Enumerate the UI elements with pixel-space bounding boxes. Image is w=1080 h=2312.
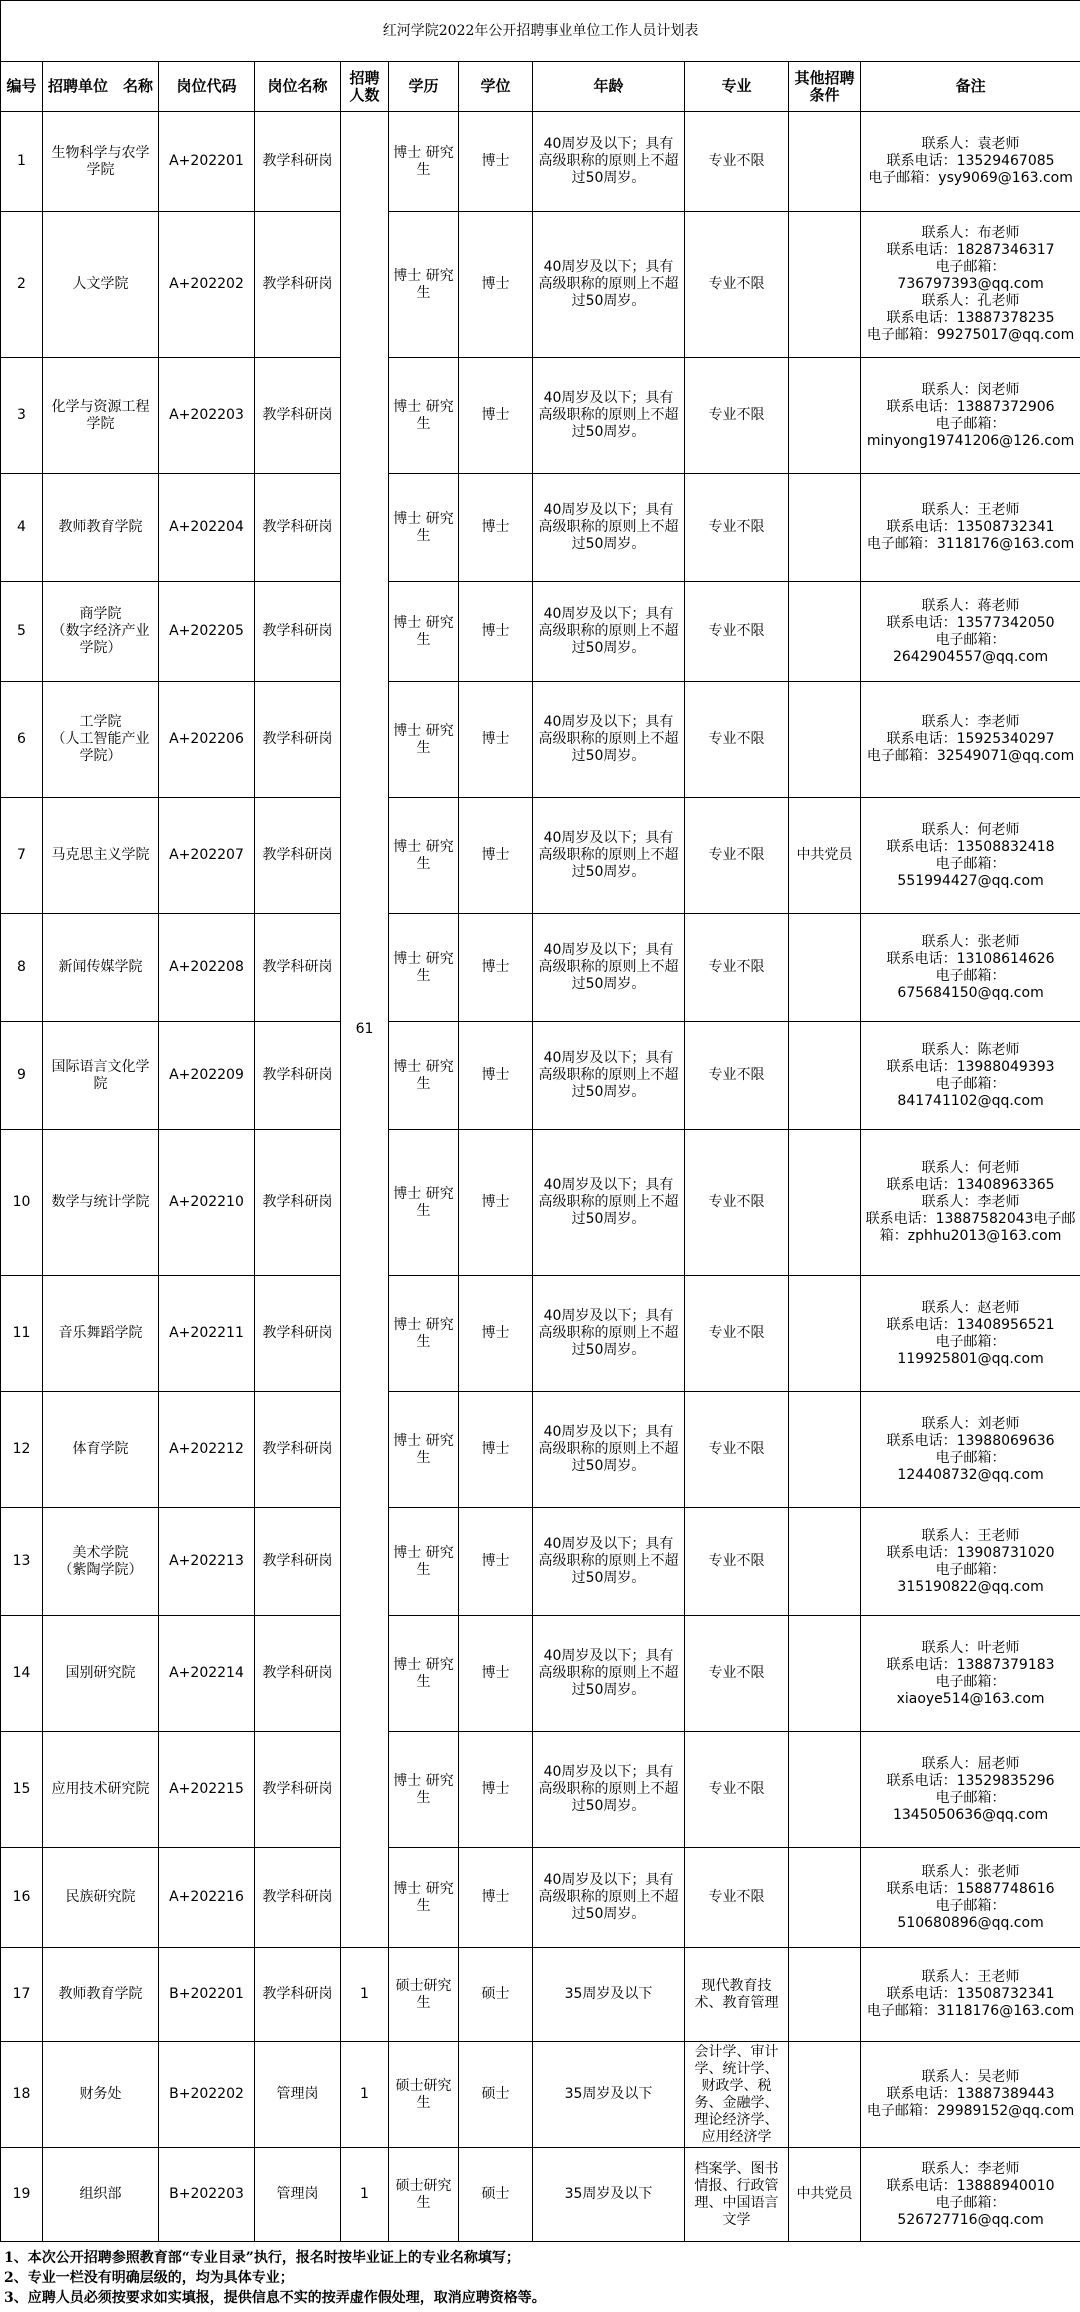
post-name: 管理岗 [255, 2042, 341, 2148]
other-conditions [789, 1508, 861, 1616]
recruiting-unit: 马克思主义学院 [43, 798, 159, 914]
degree: 硕士 [459, 2042, 533, 2148]
age-requirement: 40周岁及以下；具有高级职称的原则上不超过50周岁。 [533, 1392, 685, 1508]
age-requirement: 40周岁及以下；具有高级职称的原则上不超过50周岁。 [533, 1022, 685, 1130]
education: 博士 研究生 [389, 1848, 459, 1948]
major-requirement: 专业不限 [685, 798, 789, 914]
table-row [1, 358, 1080, 474]
header-headcount: 招聘人数 [341, 62, 389, 112]
post-code: A+202201 [159, 112, 255, 212]
row-number: 4 [1, 474, 43, 582]
header-degree: 学位 [459, 62, 533, 112]
header-major: 专业 [685, 62, 789, 112]
table-row [1, 112, 1080, 212]
post-code: A+202214 [159, 1616, 255, 1732]
age-requirement: 40周岁及以下；具有高级职称的原则上不超过50周岁。 [533, 112, 685, 212]
age-requirement: 40周岁及以下；具有高级职称的原则上不超过50周岁。 [533, 474, 685, 582]
major-requirement: 专业不限 [685, 358, 789, 474]
education: 博士 研究生 [389, 1276, 459, 1392]
major-requirement: 专业不限 [685, 582, 789, 682]
contact-notes: 联系人：王老师 联系电话：13908731020 电子邮箱：315190822@qq.com [861, 1508, 1080, 1616]
recruiting-unit: 新闻传媒学院 [43, 914, 159, 1022]
post-name: 教学科研岗 [255, 582, 341, 682]
post-code: A+202208 [159, 914, 255, 1022]
table-row [1, 1948, 1080, 2042]
age-requirement: 35周岁及以下 [533, 2042, 685, 2148]
headcount: 1 [341, 2042, 389, 2148]
headcount: 1 [341, 2148, 389, 2242]
post-name: 教学科研岗 [255, 474, 341, 582]
degree: 博士 [459, 582, 533, 682]
other-conditions [789, 1022, 861, 1130]
post-name: 教学科研岗 [255, 1130, 341, 1276]
education: 博士 研究生 [389, 798, 459, 914]
post-name: 教学科研岗 [255, 358, 341, 474]
age-requirement: 40周岁及以下；具有高级职称的原则上不超过50周岁。 [533, 1508, 685, 1616]
header-code: 岗位代码 [159, 62, 255, 112]
post-code: A+202209 [159, 1022, 255, 1130]
age-requirement: 40周岁及以下；具有高级职称的原则上不超过50周岁。 [533, 1276, 685, 1392]
degree: 硕士 [459, 2148, 533, 2242]
major-requirement: 专业不限 [685, 1732, 789, 1848]
contact-notes: 联系人：王老师 联系电话：13508732341 电子邮箱：3118176@163.com [861, 474, 1080, 582]
table-row [1, 914, 1080, 1022]
header-notes: 备注 [861, 62, 1080, 112]
post-name: 教学科研岗 [255, 1276, 341, 1392]
row-number: 16 [1, 1848, 43, 1948]
education: 博士 研究生 [389, 1022, 459, 1130]
contact-notes: 联系人：赵老师 联系电话：13408956521 电子邮箱：119925801@qq.com [861, 1276, 1080, 1392]
education: 博士 研究生 [389, 1508, 459, 1616]
degree: 博士 [459, 212, 533, 358]
age-requirement: 35周岁及以下 [533, 1948, 685, 2042]
row-number: 8 [1, 914, 43, 1022]
footnote-3: 3、应聘人员必须按要求如实填报，提供信息不实的按弄虚作假处理，取消应聘资格等。 [4, 2290, 546, 2306]
major-requirement: 专业不限 [685, 1022, 789, 1130]
other-conditions [789, 1130, 861, 1276]
contact-notes: 联系人：屈老师 联系电话：13529835296 电子邮箱： 1345050636@qq.com [861, 1732, 1080, 1848]
age-requirement: 40周岁及以下；具有高级职称的原则上不超过50周岁。 [533, 358, 685, 474]
education: 博士 研究生 [389, 682, 459, 798]
contact-notes: 联系人：刘老师 联系电话：13988069636 电子邮箱：124408732@qq.com [861, 1392, 1080, 1508]
degree: 博士 [459, 1130, 533, 1276]
recruiting-unit: 财务处 [43, 2042, 159, 2148]
age-requirement: 40周岁及以下；具有高级职称的原则上不超过50周岁。 [533, 798, 685, 914]
table-row [1, 1276, 1080, 1392]
recruiting-unit: 音乐舞蹈学院 [43, 1276, 159, 1392]
post-code: A+202210 [159, 1130, 255, 1276]
table-row [1, 1130, 1080, 1276]
education: 博士 研究生 [389, 112, 459, 212]
other-conditions [789, 1948, 861, 2042]
header-row [1, 62, 1080, 112]
table-row [1, 1392, 1080, 1508]
post-name: 教学科研岗 [255, 1732, 341, 1848]
other-conditions [789, 358, 861, 474]
degree: 博士 [459, 112, 533, 212]
contact-notes: 联系人：张老师 联系电话：13108614626 电子邮箱：675684150@qq.com [861, 914, 1080, 1022]
post-code: A+202212 [159, 1392, 255, 1508]
post-code: A+202213 [159, 1508, 255, 1616]
post-name: 教学科研岗 [255, 682, 341, 798]
education: 博士 研究生 [389, 914, 459, 1022]
table-row [1, 1732, 1080, 1848]
row-number: 10 [1, 1130, 43, 1276]
major-requirement: 专业不限 [685, 682, 789, 798]
footnote-1: 1、本次公开招聘参照教育部“专业目录”执行，报名时按毕业证上的专业名称填写； [4, 2250, 520, 2266]
major-requirement: 专业不限 [685, 212, 789, 358]
major-requirement: 专业不限 [685, 1276, 789, 1392]
major-requirement: 专业不限 [685, 1616, 789, 1732]
other-conditions: 中共党员 [789, 798, 861, 914]
contact-notes: 联系人：吴老师 联系电话：13887389443 电子邮箱：29989152@qq.com [861, 2042, 1080, 2148]
education: 博士 研究生 [389, 1616, 459, 1732]
degree: 博士 [459, 1616, 533, 1732]
major-requirement: 现代教育技术、教育管理 [685, 1948, 789, 2042]
recruiting-unit: 教师教育学院 [43, 1948, 159, 2042]
other-conditions [789, 1392, 861, 1508]
row-number: 11 [1, 1276, 43, 1392]
post-name: 教学科研岗 [255, 1616, 341, 1732]
other-conditions [789, 1276, 861, 1392]
table-row [1, 212, 1080, 358]
row-number: 13 [1, 1508, 43, 1616]
education: 硕士研究生 [389, 2148, 459, 2242]
post-code: A+202215 [159, 1732, 255, 1848]
recruiting-unit: 工学院 （人工智能产业学院） [43, 682, 159, 798]
recruiting-unit: 国别研究院 [43, 1616, 159, 1732]
contact-notes: 联系人：闵老师 联系电话：13887372906 电子邮箱： minyong19741206@126.com [861, 358, 1080, 474]
degree: 博士 [459, 1276, 533, 1392]
degree: 博士 [459, 358, 533, 474]
row-number: 3 [1, 358, 43, 474]
other-conditions [789, 914, 861, 1022]
degree: 博士 [459, 474, 533, 582]
post-name: 教学科研岗 [255, 212, 341, 358]
age-requirement: 40周岁及以下；具有高级职称的原则上不超过50周岁。 [533, 1732, 685, 1848]
table-row [1, 1848, 1080, 1948]
row-number: 19 [1, 2148, 43, 2242]
major-requirement: 专业不限 [685, 112, 789, 212]
post-name: 管理岗 [255, 2148, 341, 2242]
degree: 博士 [459, 1392, 533, 1508]
degree: 硕士 [459, 1948, 533, 2042]
row-number: 18 [1, 2042, 43, 2148]
row-number: 9 [1, 1022, 43, 1130]
age-requirement: 40周岁及以下；具有高级职称的原则上不超过50周岁。 [533, 1616, 685, 1732]
recruiting-unit: 应用技术研究院 [43, 1732, 159, 1848]
contact-notes: 联系人：何老师 联系电话：13408963365 联系人：李老师 联系电话：13887582043电子邮箱：zphhu2013@163.com [861, 1130, 1080, 1276]
row-number: 12 [1, 1392, 43, 1508]
other-conditions [789, 212, 861, 358]
other-conditions [789, 112, 861, 212]
degree: 博士 [459, 1022, 533, 1130]
table-row [1, 1508, 1080, 1616]
degree: 博士 [459, 1508, 533, 1616]
table-row [1, 2042, 1080, 2148]
recruiting-unit: 美术学院 （紫陶学院） [43, 1508, 159, 1616]
recruiting-unit: 人文学院 [43, 212, 159, 358]
education: 博士 研究生 [389, 358, 459, 474]
recruiting-unit: 商学院 （数字经济产业学院） [43, 582, 159, 682]
education: 硕士研究生 [389, 1948, 459, 2042]
other-conditions [789, 682, 861, 798]
contact-notes: 联系人：叶老师 联系电话：13887379183 电子邮箱： xiaoye514@163.com [861, 1616, 1080, 1732]
header-age: 年龄 [533, 62, 685, 112]
recruiting-unit: 组织部 [43, 2148, 159, 2242]
major-requirement: 会计学、审计学、统计学、财政学、税务、金融学、理论经济学、应用经济学 [685, 2042, 789, 2148]
recruiting-unit: 民族研究院 [43, 1848, 159, 1948]
major-requirement: 专业不限 [685, 914, 789, 1022]
table-title: 红河学院2022年公开招聘事业单位工作人员计划表 [1, 1, 1080, 62]
post-code: A+202216 [159, 1848, 255, 1948]
post-code: A+202203 [159, 358, 255, 474]
recruiting-unit: 国际语言文化学院 [43, 1022, 159, 1130]
age-requirement: 40周岁及以下；具有高级职称的原则上不超过50周岁。 [533, 1848, 685, 1948]
header-education: 学历 [389, 62, 459, 112]
row-number: 14 [1, 1616, 43, 1732]
contact-notes: 联系人：布老师 联系电话：18287346317 电子邮箱：736797393@qq.com 联系人：孔老师 联系电话：13887378235 电子邮箱：99275017@qq.com [861, 212, 1080, 358]
age-requirement: 40周岁及以下；具有高级职称的原则上不超过50周岁。 [533, 682, 685, 798]
recruiting-unit: 生物科学与农学学院 [43, 112, 159, 212]
post-name: 教学科研岗 [255, 1022, 341, 1130]
table-row [1, 1616, 1080, 1732]
education: 博士 研究生 [389, 1130, 459, 1276]
contact-notes: 联系人：蒋老师 联系电话：13577342050 电子邮箱： 2642904557@qq.com [861, 582, 1080, 682]
row-number: 1 [1, 112, 43, 212]
other-conditions [789, 1848, 861, 1948]
row-number: 5 [1, 582, 43, 682]
table-row [1, 798, 1080, 914]
other-conditions [789, 1732, 861, 1848]
age-requirement: 35周岁及以下 [533, 2148, 685, 2242]
contact-notes: 联系人：李老师 联系电话：15925340297 电子邮箱：32549071@qq.com [861, 682, 1080, 798]
post-name: 教学科研岗 [255, 1392, 341, 1508]
post-name: 教学科研岗 [255, 798, 341, 914]
row-number: 6 [1, 682, 43, 798]
post-code: A+202205 [159, 582, 255, 682]
recruiting-unit: 教师教育学院 [43, 474, 159, 582]
contact-notes: 联系人：陈老师 联系电话：13988049393 电子邮箱：841741102@qq.com [861, 1022, 1080, 1130]
footnotes [4, 2248, 1074, 2308]
header-other: 其他招聘条件 [789, 62, 861, 112]
education: 硕士研究生 [389, 2042, 459, 2148]
header-unit: 招聘单位 名称 [43, 62, 159, 112]
row-number: 15 [1, 1732, 43, 1848]
row-number: 17 [1, 1948, 43, 2042]
post-code: A+202207 [159, 798, 255, 914]
row-number: 2 [1, 212, 43, 358]
recruiting-unit: 化学与资源工程学院 [43, 358, 159, 474]
headcount-merged: 61 [341, 112, 389, 1948]
post-code: B+202202 [159, 2042, 255, 2148]
post-name: 教学科研岗 [255, 914, 341, 1022]
table-row [1, 2148, 1080, 2242]
major-requirement: 专业不限 [685, 1508, 789, 1616]
major-requirement: 档案学、图书情报、行政管理、中国语言文学 [685, 2148, 789, 2242]
other-conditions: 中共党员 [789, 2148, 861, 2242]
contact-notes: 联系人：王老师 联系电话：13508732341 电子邮箱：3118176@163.com [861, 1948, 1080, 2042]
headcount: 1 [341, 1948, 389, 2042]
post-name: 教学科研岗 [255, 1848, 341, 1948]
post-code: B+202201 [159, 1948, 255, 2042]
major-requirement: 专业不限 [685, 474, 789, 582]
post-code: A+202204 [159, 474, 255, 582]
degree: 博士 [459, 1732, 533, 1848]
age-requirement: 40周岁及以下；具有高级职称的原则上不超过50周岁。 [533, 582, 685, 682]
other-conditions [789, 1616, 861, 1732]
table-row [1, 474, 1080, 582]
education: 博士 研究生 [389, 212, 459, 358]
post-name: 教学科研岗 [255, 1948, 341, 2042]
education: 博士 研究生 [389, 1732, 459, 1848]
other-conditions [789, 2042, 861, 2148]
table-row [1, 682, 1080, 798]
education: 博士 研究生 [389, 582, 459, 682]
post-name: 教学科研岗 [255, 1508, 341, 1616]
contact-notes: 联系人：何老师 联系电话：13508832418 电子邮箱：551994427@qq.com [861, 798, 1080, 914]
post-name: 教学科研岗 [255, 112, 341, 212]
contact-notes: 联系人：李老师 联系电话：13888940010 电子邮箱：526727716@qq.com [861, 2148, 1080, 2242]
row-number: 7 [1, 798, 43, 914]
contact-notes: 联系人：张老师 联系电话：15887748616 电子邮箱：510680896@qq.com [861, 1848, 1080, 1948]
footnote-2: 2、专业一栏没有明确层级的，均为具体专业； [4, 2270, 294, 2286]
other-conditions [789, 582, 861, 682]
education: 博士 研究生 [389, 474, 459, 582]
post-code: B+202203 [159, 2148, 255, 2242]
table-row [1, 1022, 1080, 1130]
header-no: 编号 [1, 62, 43, 112]
age-requirement: 40周岁及以下；具有高级职称的原则上不超过50周岁。 [533, 1130, 685, 1276]
contact-notes: 联系人：袁老师 联系电话：13529467085 电子邮箱：ysy9069@163.com [861, 112, 1080, 212]
education: 博士 研究生 [389, 1392, 459, 1508]
post-code: A+202206 [159, 682, 255, 798]
degree: 博士 [459, 798, 533, 914]
post-code: A+202211 [159, 1276, 255, 1392]
degree: 博士 [459, 1848, 533, 1948]
age-requirement: 40周岁及以下；具有高级职称的原则上不超过50周岁。 [533, 212, 685, 358]
recruiting-unit: 体育学院 [43, 1392, 159, 1508]
header-post: 岗位名称 [255, 62, 341, 112]
major-requirement: 专业不限 [685, 1848, 789, 1948]
other-conditions [789, 474, 861, 582]
degree: 博士 [459, 914, 533, 1022]
recruiting-unit: 数学与统计学院 [43, 1130, 159, 1276]
table-row [1, 582, 1080, 682]
post-code: A+202202 [159, 212, 255, 358]
major-requirement: 专业不限 [685, 1130, 789, 1276]
major-requirement: 专业不限 [685, 1392, 789, 1508]
age-requirement: 40周岁及以下；具有高级职称的原则上不超过50周岁。 [533, 914, 685, 1022]
degree: 博士 [459, 682, 533, 798]
